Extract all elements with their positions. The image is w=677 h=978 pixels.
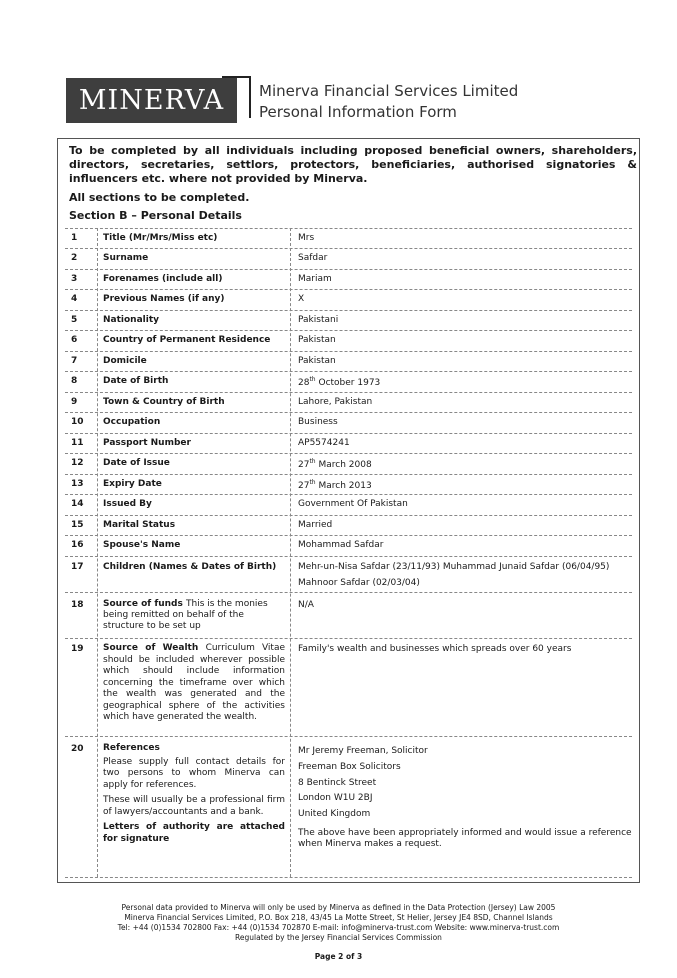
- field-label: Source of Wealth: [103, 643, 199, 653]
- table-row: [65, 592, 632, 639]
- row-number: 19: [71, 644, 84, 654]
- row-number: 15: [71, 520, 84, 530]
- field-value: Pakistan: [298, 335, 336, 345]
- row-number: 6: [71, 335, 78, 345]
- footer: [0, 903, 677, 943]
- reference-line: 8 Bentinck Street: [298, 777, 377, 788]
- day: 28: [298, 378, 310, 388]
- field-description: Curriculum Vitae should be included wherever possible which should include information concerning the timeframe over which the wealth was generated and the geographical sphere of the activities which have generated the wealth.: [103, 643, 285, 722]
- field-label: Source of funds: [103, 599, 183, 609]
- field-value-line2: Mahnoor Safdar (02/03/04): [298, 578, 420, 588]
- field-value: [298, 479, 632, 491]
- field-value: Mrs: [298, 233, 315, 243]
- instructions: To be completed by all individuals including proposed beneficial owners, shareholders, directors, secretaries, settlors, protectors, beneficiaries, authorised signatories & influencers etc. where not provided by Minerva.: [69, 144, 637, 185]
- ordinal: th: [309, 479, 316, 486]
- minerva-logo: MINERVA: [66, 78, 237, 123]
- field-value: [298, 458, 632, 470]
- row-number: 20: [71, 744, 84, 754]
- table-row: [65, 736, 632, 878]
- field-description: Please supply full contact details for two persons to whom Minerva can apply for references.: [103, 756, 285, 790]
- field-value: Safdar: [298, 253, 328, 263]
- table-row: [65, 638, 632, 737]
- field-label: Occupation: [103, 417, 161, 427]
- field-label-block: [103, 743, 285, 845]
- table-row: [65, 351, 632, 372]
- row-number: 14: [71, 499, 84, 509]
- reference-line: Freeman Box Solicitors: [298, 761, 401, 772]
- field-label: Spouse's Name: [103, 540, 181, 550]
- table-row: [65, 289, 632, 311]
- field-value: N/A: [298, 600, 314, 610]
- footer-data-protection: Personal data provided to Minerva will only be used by Minerva as defined in the Data Protection (Jersey) Law 2005: [121, 903, 556, 912]
- field-label: Forenames (include all): [103, 274, 223, 284]
- logo-divider: [249, 76, 251, 118]
- ordinal: th: [309, 376, 316, 383]
- field-label-block: [103, 599, 285, 632]
- row-number: 3: [71, 274, 78, 284]
- table-row: [65, 392, 632, 413]
- table-row: [65, 269, 632, 290]
- reference-note: The above have been appropriately informed and would issue a reference when Minerva makes a request.: [298, 828, 632, 849]
- table-row: [65, 433, 632, 454]
- table-row: [65, 228, 632, 249]
- day: 27: [298, 481, 310, 491]
- footer-regulation: Regulated by the Jersey Financial Services Commission: [235, 933, 442, 942]
- page-number: Page 2 of 3: [314, 952, 363, 961]
- field-value: Mariam: [298, 274, 332, 284]
- table-row: [65, 515, 632, 536]
- field-value: X: [298, 294, 305, 304]
- field-label: Marital Status: [103, 520, 176, 530]
- field-label: Previous Names (if any): [103, 294, 225, 304]
- row-number: 18: [71, 600, 84, 610]
- month-year: March 2008: [318, 460, 372, 470]
- field-label: Date of Birth: [103, 376, 169, 386]
- field-label-2: Letters of authority are attached for signature: [103, 822, 285, 844]
- footer-address: Minerva Financial Services Limited, P.O. Box 218, 43/45 La Motte Street, St Helier, Jersey JE4 8SD, Channel Islands: [124, 913, 553, 922]
- field-label: Date of Issue: [103, 458, 170, 468]
- field-value: [298, 376, 632, 388]
- table-row: [65, 412, 632, 434]
- field-description: This is the monies being remitted on behalf of the structure to be set up: [103, 599, 268, 631]
- reference-line: Mr Jeremy Freeman, Solicitor: [298, 746, 428, 756]
- field-value: Government Of Pakistan: [298, 499, 408, 509]
- row-number: 1: [71, 233, 78, 243]
- row-number: 9: [71, 397, 78, 407]
- table-row: [65, 535, 632, 557]
- field-label-block: [103, 643, 285, 724]
- row-number: 12: [71, 458, 84, 468]
- field-value: Business: [298, 417, 338, 427]
- field-label: Town & Country of Birth: [103, 397, 225, 407]
- row-number: 11: [71, 438, 84, 448]
- field-label: Surname: [103, 253, 149, 263]
- section-title: Section B – Personal Details: [69, 209, 242, 222]
- reference-line: London W1U 2BJ: [298, 793, 373, 804]
- form-title: Personal Information Form: [259, 103, 457, 121]
- month-year: March 2013: [318, 481, 372, 491]
- table-row: [65, 474, 632, 495]
- field-description-2: These will usually be a professional firm of lawyers/accountants and a bank.: [103, 795, 285, 817]
- table-row: [65, 556, 632, 593]
- field-value: Family's wealth and businesses which spreads over 60 years: [298, 644, 572, 654]
- all-sections-note: All sections to be completed.: [69, 191, 250, 204]
- field-label: Passport Number: [103, 438, 191, 448]
- table-row: [65, 371, 632, 393]
- field-label: Nationality: [103, 315, 159, 325]
- row-number: 16: [71, 540, 84, 550]
- field-label: Issued By: [103, 499, 152, 509]
- table-row: [65, 494, 632, 516]
- company-name: Minerva Financial Services Limited: [259, 82, 519, 100]
- table-bottom-rule: [65, 877, 632, 878]
- field-label: Children (Names & Dates of Birth): [103, 562, 277, 572]
- field-label: References: [103, 743, 160, 753]
- field-value: Married: [298, 520, 333, 530]
- row-number: 2: [71, 253, 78, 263]
- field-value: Pakistan: [298, 356, 336, 366]
- ordinal: th: [309, 458, 316, 465]
- logo-rule: [222, 76, 250, 78]
- day: 27: [298, 460, 310, 470]
- row-number: 8: [71, 376, 78, 386]
- field-value: AP5574241: [298, 438, 350, 448]
- table-row: [65, 248, 632, 270]
- row-number: 4: [71, 294, 78, 304]
- field-value: Lahore, Pakistan: [298, 397, 373, 407]
- reference-line: United Kingdom: [298, 809, 371, 820]
- table-row: [65, 330, 632, 352]
- field-value: Pakistani: [298, 315, 339, 325]
- row-number: 13: [71, 479, 84, 489]
- company-header: [259, 81, 518, 123]
- row-number: 7: [71, 356, 78, 366]
- row-number: 5: [71, 315, 78, 325]
- references-block: [298, 744, 632, 823]
- field-value: Mohammad Safdar: [298, 540, 384, 550]
- table-row: [65, 310, 632, 331]
- table-row: [65, 453, 632, 475]
- row-number: 10: [71, 417, 84, 427]
- field-label: Expiry Date: [103, 479, 162, 489]
- field-label: Domicile: [103, 356, 147, 366]
- field-label: Country of Permanent Residence: [103, 335, 271, 345]
- field-value: Mehr-un-Nisa Safdar (23/11/93) Muhammad Junaid Safdar (06/04/95): [298, 562, 610, 572]
- footer-contact: Tel: +44 (0)1534 702800 Fax: +44 (0)1534 702870 E-mail: info@minerva-trust.com Website: www.minerva-trust.com: [117, 923, 560, 932]
- month-year: October 1973: [318, 378, 381, 388]
- field-label: Title (Mr/Mrs/Miss etc): [103, 233, 218, 243]
- row-number: 17: [71, 562, 84, 572]
